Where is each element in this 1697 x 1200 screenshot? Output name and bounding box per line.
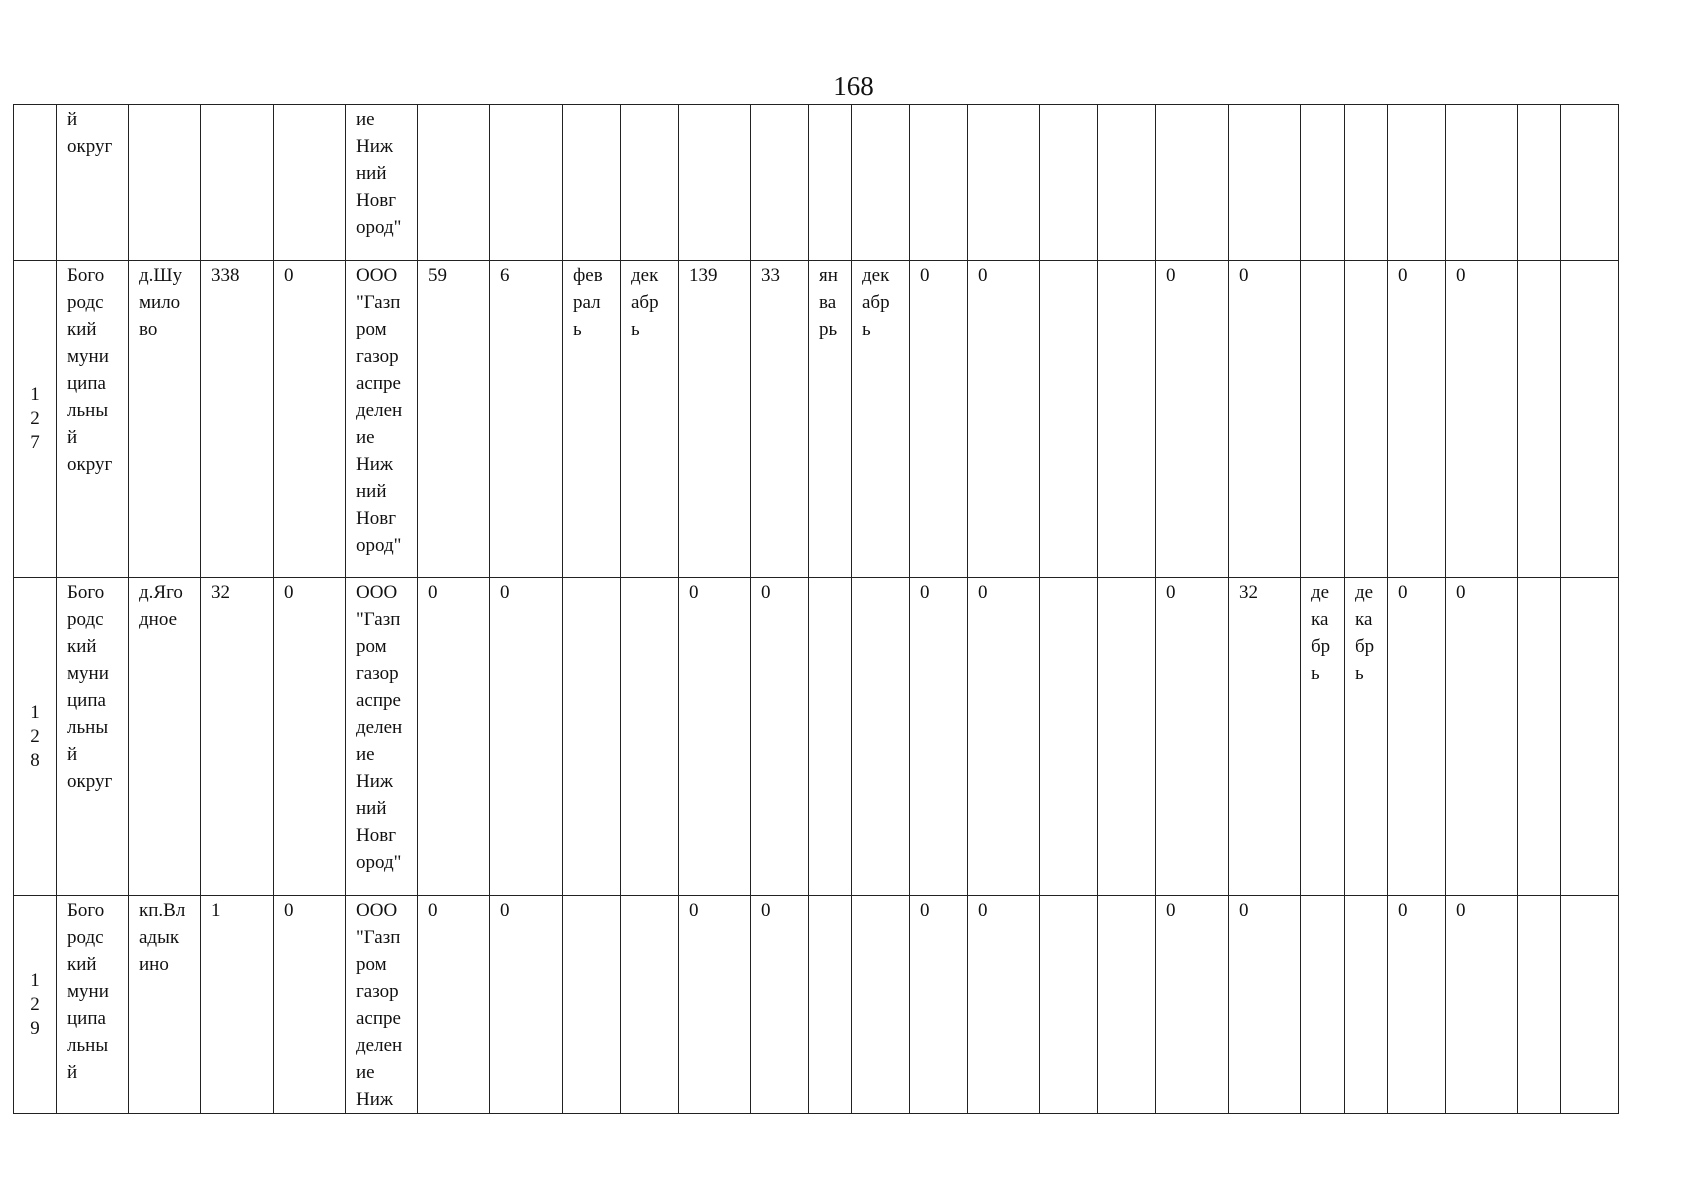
table-row <box>14 578 1619 896</box>
table-cell <box>1040 896 1098 1114</box>
row-number-cell: 1 2 7 <box>14 261 57 578</box>
table-cell <box>809 578 852 896</box>
table-cell: 0 <box>1156 896 1229 1114</box>
table-cell <box>1301 105 1345 261</box>
table-cell <box>751 105 809 261</box>
table-cell: ООО "Газп ром газор аспре делен ие Ниж ний Новг ород" <box>346 578 418 896</box>
table-cell <box>968 105 1040 261</box>
table-cell <box>621 105 679 261</box>
table-cell: 0 <box>1388 261 1446 578</box>
table-cell: 0 <box>910 578 968 896</box>
table-cell <box>852 105 910 261</box>
table-cell: 59 <box>418 261 490 578</box>
table-cell: ие Ниж ний Новг ород" <box>346 105 418 261</box>
table-cell <box>274 105 346 261</box>
table-cell: 0 <box>1388 896 1446 1114</box>
table-row <box>14 261 1619 578</box>
table-cell <box>910 105 968 261</box>
table-cell <box>1229 105 1301 261</box>
table-cell: 0 <box>490 896 563 1114</box>
table-cell: 0 <box>968 261 1040 578</box>
table-cell <box>563 578 621 896</box>
table-cell: 0 <box>490 578 563 896</box>
table-cell: ян ва рь <box>809 261 852 578</box>
page-number: 168 <box>833 71 874 101</box>
table-cell <box>1518 578 1561 896</box>
table-cell <box>1345 105 1388 261</box>
table-cell: де ка бр ь <box>1301 578 1345 896</box>
table-cell <box>852 896 910 1114</box>
table-cell <box>1518 896 1561 1114</box>
data-table <box>13 104 1619 1114</box>
table-cell <box>563 896 621 1114</box>
table-cell: 139 <box>679 261 751 578</box>
table-cell <box>1446 105 1518 261</box>
table-cell: 338 <box>201 261 274 578</box>
table-cell: 0 <box>968 578 1040 896</box>
table-cell: 0 <box>274 261 346 578</box>
table-cell <box>809 896 852 1114</box>
table-cell: 0 <box>1446 578 1518 896</box>
table-cell: 0 <box>910 261 968 578</box>
table-cell: Бого родс кий муни ципа льны й округ <box>57 578 129 896</box>
table-cell: 33 <box>751 261 809 578</box>
table-cell: 32 <box>1229 578 1301 896</box>
table-cell: Бого родс кий муни ципа льны й <box>57 896 129 1114</box>
row-number-cell: 1 2 9 <box>14 896 57 1114</box>
table-cell <box>1098 105 1156 261</box>
table-cell: 0 <box>751 896 809 1114</box>
table-cell <box>1301 896 1345 1114</box>
table-cell: 0 <box>1156 578 1229 896</box>
table-cell <box>1561 105 1619 261</box>
table-cell: 0 <box>1446 261 1518 578</box>
table-cell <box>1098 261 1156 578</box>
table-cell: 0 <box>274 896 346 1114</box>
table-cell: 0 <box>1229 261 1301 578</box>
table-cell: й округ <box>57 105 129 261</box>
table-cell <box>1561 261 1619 578</box>
table-cell: 0 <box>418 896 490 1114</box>
table-cell: д.Яго дное <box>129 578 201 896</box>
table-cell: 0 <box>1388 578 1446 896</box>
table-cell: 6 <box>490 261 563 578</box>
table-cell: 0 <box>910 896 968 1114</box>
table-cell <box>201 105 274 261</box>
table-cell <box>1040 261 1098 578</box>
table-cell <box>1040 105 1098 261</box>
table-cell <box>679 105 751 261</box>
table-cell: 0 <box>1446 896 1518 1114</box>
table-cell <box>1561 896 1619 1114</box>
row-number-cell <box>14 105 57 261</box>
table-cell: дек абр ь <box>852 261 910 578</box>
table-cell: 0 <box>418 578 490 896</box>
table-cell: 32 <box>201 578 274 896</box>
table-cell: 0 <box>274 578 346 896</box>
table-row <box>14 105 1619 261</box>
table-cell <box>1345 261 1388 578</box>
table-cell: 0 <box>968 896 1040 1114</box>
table-cell <box>809 105 852 261</box>
table-cell: 1 <box>201 896 274 1114</box>
table-cell <box>621 896 679 1114</box>
table-cell <box>1301 261 1345 578</box>
table-cell <box>1156 105 1229 261</box>
table-cell <box>1561 578 1619 896</box>
table-cell: 0 <box>679 578 751 896</box>
table-cell <box>1345 896 1388 1114</box>
table-cell <box>621 578 679 896</box>
table-cell: ООО "Газп ром газор аспре делен ие Ниж ний Новг ород" <box>346 261 418 578</box>
table-cell <box>418 105 490 261</box>
table-cell: дек абр ь <box>621 261 679 578</box>
table-cell: кп.Вл адык ино <box>129 896 201 1114</box>
table-cell: 0 <box>1229 896 1301 1114</box>
table-cell <box>1040 578 1098 896</box>
table-cell: д.Шу мило во <box>129 261 201 578</box>
table-cell: 0 <box>751 578 809 896</box>
table-cell: де ка бр ь <box>1345 578 1388 896</box>
table-cell: ООО "Газп ром газор аспре делен ие Ниж <box>346 896 418 1114</box>
table-cell <box>1518 261 1561 578</box>
table-cell <box>490 105 563 261</box>
table-cell <box>563 105 621 261</box>
table-cell <box>852 578 910 896</box>
table-cell <box>1518 105 1561 261</box>
table-cell <box>1388 105 1446 261</box>
table-cell: фев рал ь <box>563 261 621 578</box>
table-cell <box>1098 896 1156 1114</box>
table-cell: 0 <box>1156 261 1229 578</box>
table-cell <box>1098 578 1156 896</box>
row-number-cell: 1 2 8 <box>14 578 57 896</box>
table-row <box>14 896 1619 1114</box>
table-cell: 0 <box>679 896 751 1114</box>
table-body <box>14 105 1619 1114</box>
table-cell: Бого родс кий муни ципа льны й округ <box>57 261 129 578</box>
table-cell <box>129 105 201 261</box>
